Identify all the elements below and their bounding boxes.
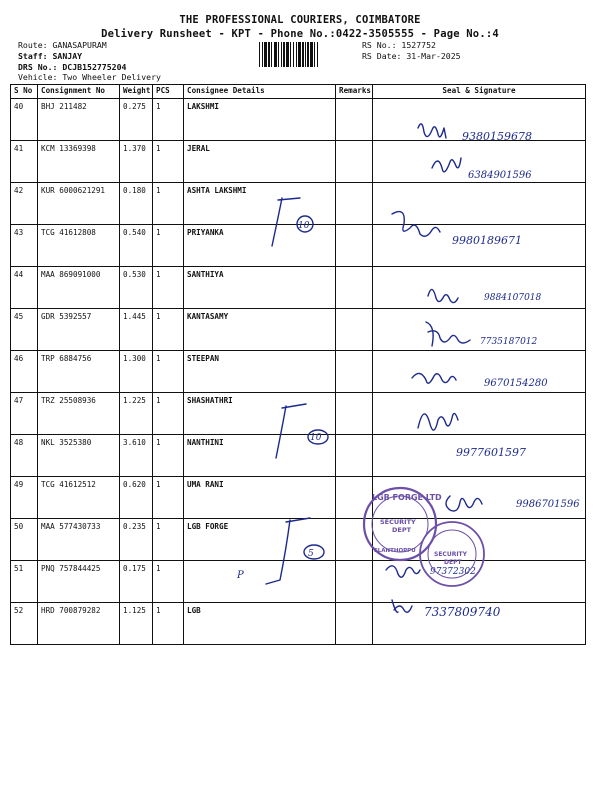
qty-mark-3-value: 5 [308, 549, 314, 559]
cell-weight: 3.610 [120, 435, 153, 477]
phone-46: 7735187012 [480, 337, 538, 347]
col-weight: Weight [120, 85, 153, 99]
cell-remarks [336, 141, 373, 183]
barcode-bar [271, 42, 272, 67]
cell-seal [373, 603, 586, 645]
stamp2-center-1: SECURITY [434, 551, 467, 558]
stamp2-center-2: DEPT [444, 559, 462, 566]
table-row [11, 435, 586, 477]
cell-consignee: LGB [184, 603, 336, 645]
phone-47: 9670154280 [484, 378, 548, 389]
cell-consignment: HRD 700879282 [38, 603, 120, 645]
cell-consignment: MAA 577430733 [38, 519, 120, 561]
meta-left [18, 40, 126, 73]
cell-pcs: 1 [153, 141, 184, 183]
cell-sno: 43 [11, 225, 38, 267]
cell-consignee: LGB FORGE [184, 519, 336, 561]
barcode-bar [264, 42, 267, 67]
cell-consignee: STEEPAN [184, 351, 336, 393]
cell-consignee: KANTASAMY [184, 309, 336, 351]
cell-sno: 49 [11, 477, 38, 519]
cell-consignee: ASHTA LAKSHMI [184, 183, 336, 225]
cell-weight: 0.180 [120, 183, 153, 225]
barcode-bar [286, 42, 289, 67]
cell-remarks [336, 477, 373, 519]
cell-seal [373, 477, 586, 519]
cell-seal [373, 99, 586, 141]
runsheet-subtitle: Delivery Runsheet - KPT - Phone No.:0422-3505555 - Page No.:4 [101, 28, 499, 40]
qty-mark-2-value: 10 [310, 433, 322, 443]
cell-pcs: 1 [153, 603, 184, 645]
col-consignment: Consignment No [38, 85, 120, 99]
cell-consignee: PRIYANKA [184, 225, 336, 267]
cell-remarks [336, 393, 373, 435]
cell-pcs: 1 [153, 477, 184, 519]
vehicle: Vehicle: Two Wheeler Delivery [18, 72, 161, 82]
cell-remarks [336, 225, 373, 267]
cell-seal [373, 561, 586, 603]
cell-weight: 1.445 [120, 309, 153, 351]
cell-weight: 1.300 [120, 351, 153, 393]
phone-43: 9980189671 [452, 234, 522, 247]
table-row [11, 183, 586, 225]
phone-50: 9986701596 [516, 499, 580, 510]
barcode-bar [290, 42, 291, 67]
cell-weight: 1.125 [120, 603, 153, 645]
cell-pcs: 1 [153, 183, 184, 225]
table-row [11, 519, 586, 561]
cell-seal [373, 225, 586, 267]
stamp-center-1: SECURITY [380, 518, 416, 526]
phone-40: 9380159678 [462, 130, 532, 143]
cell-remarks [336, 99, 373, 141]
cell-sno: 42 [11, 183, 38, 225]
cell-weight: 1.225 [120, 393, 153, 435]
cell-seal [373, 435, 586, 477]
cell-consignment: TCG 41612512 [38, 477, 120, 519]
barcode-bar [296, 42, 297, 67]
table-row [11, 141, 586, 183]
cell-remarks [336, 435, 373, 477]
cell-remarks [336, 267, 373, 309]
cell-pcs: 1 [153, 393, 184, 435]
table-row [11, 99, 586, 141]
cell-consignee: UMA RANI [184, 477, 336, 519]
cell-remarks [336, 519, 373, 561]
table-row [11, 561, 586, 603]
cell-weight: 0.175 [120, 561, 153, 603]
cell-remarks [336, 603, 373, 645]
cell-sno: 44 [11, 267, 38, 309]
barcode-bar [259, 42, 260, 67]
cell-weight: 0.540 [120, 225, 153, 267]
cell-sno: 40 [11, 99, 38, 141]
drs-number: DRS No.: DCJB152775204 [18, 62, 127, 72]
cell-remarks [336, 351, 373, 393]
barcode-bar [278, 42, 279, 67]
barcode-bar [307, 42, 309, 67]
cell-pcs: 1 [153, 99, 184, 141]
cell-consignment: TRP 6884756 [38, 351, 120, 393]
col-pcs: PCS [153, 85, 184, 99]
cell-seal [373, 393, 586, 435]
cell-consignment: BHJ 211482 [38, 99, 120, 141]
barcode-bar [302, 42, 304, 67]
rs-number: RS No.: 1527752 [362, 40, 436, 50]
cell-weight: 0.275 [120, 99, 153, 141]
phone-48: 9977601597 [456, 446, 526, 459]
table-row [11, 225, 586, 267]
barcode-bar [283, 42, 285, 67]
cell-consignment: KCM 13369398 [38, 141, 120, 183]
cell-consignment: TRZ 25508936 [38, 393, 120, 435]
cell-sno: 41 [11, 141, 38, 183]
cell-weight: 0.620 [120, 477, 153, 519]
table-row [11, 603, 586, 645]
col-consignee: Consignee Details [184, 85, 336, 99]
cell-sno: 51 [11, 561, 38, 603]
qty-mark-1-value: 10 [298, 221, 310, 231]
stamp-base: ELANTHOPPU [374, 548, 416, 554]
table-row [11, 267, 586, 309]
cell-sno: 45 [11, 309, 38, 351]
cell-sno: 47 [11, 393, 38, 435]
table-header-row [11, 85, 586, 99]
cell-consignee: NANTHINI [184, 435, 336, 477]
table-row [11, 477, 586, 519]
cell-pcs: 1 [153, 519, 184, 561]
stamp-ring: LGB FORGE LTD [372, 493, 442, 502]
cell-consignee: SHASHATHRI [184, 393, 336, 435]
cell-consignment: GDR 5392557 [38, 309, 120, 351]
cell-pcs: 1 [153, 435, 184, 477]
cell-pcs: 1 [153, 561, 184, 603]
stamp-center-2: DEPT [392, 526, 412, 534]
cell-weight: 1.370 [120, 141, 153, 183]
barcode-bar [305, 42, 306, 67]
cell-consignee: LAKSHMI [184, 99, 336, 141]
barcode-bar [262, 42, 263, 67]
barcode-bar [293, 42, 294, 67]
cell-pcs: 1 [153, 309, 184, 351]
cell-seal [373, 267, 586, 309]
cell-weight: 0.235 [120, 519, 153, 561]
col-seal-signature: Seal & Signature [373, 85, 586, 99]
barcode-bar [298, 42, 301, 67]
cell-seal [373, 141, 586, 183]
barcode-bar [314, 42, 315, 67]
table-row [11, 309, 586, 351]
phone-45: 9884107018 [484, 293, 542, 303]
cell-consignee: JERAL [184, 141, 336, 183]
p-mark: P [237, 570, 244, 581]
cell-weight: 0.530 [120, 267, 153, 309]
cell-seal [373, 309, 586, 351]
cell-consignment: KUR 6000621291 [38, 183, 120, 225]
meta-right [362, 40, 461, 62]
cell-remarks [336, 183, 373, 225]
cell-pcs: 1 [153, 267, 184, 309]
cell-consignment: TCG 41612808 [38, 225, 120, 267]
col-remarks: Remarks [336, 85, 373, 99]
barcode [258, 42, 350, 67]
cell-sno: 48 [11, 435, 38, 477]
barcode-bar [268, 42, 270, 67]
barcode-bar [274, 42, 277, 67]
barcode-bar [281, 42, 282, 67]
phone-52: 7337809740 [424, 605, 501, 619]
cell-pcs: 1 [153, 351, 184, 393]
runsheet-table [10, 84, 586, 645]
route: Route: GANASAPURAM [18, 40, 107, 50]
cell-sno: 50 [11, 519, 38, 561]
cell-consignee [184, 561, 336, 603]
barcode-bar [310, 42, 313, 67]
cell-pcs: 1 [153, 225, 184, 267]
cell-consignee: SANTHIYA [184, 267, 336, 309]
cell-consignment: PNQ 757844425 [38, 561, 120, 603]
col-sno: S No [11, 85, 38, 99]
cell-seal [373, 183, 586, 225]
cell-seal [373, 519, 586, 561]
cell-sno: 46 [11, 351, 38, 393]
cell-remarks [336, 561, 373, 603]
phone-51: 97372302 [430, 567, 476, 577]
staff: Staff: SANJAY [18, 51, 83, 61]
cell-sno: 52 [11, 603, 38, 645]
barcode-bar [317, 42, 318, 67]
cell-consignment: NKL 3525380 [38, 435, 120, 477]
company-title: THE PROFESSIONAL COURIERS, COIMBATORE [179, 14, 421, 26]
phone-41: 6384901596 [468, 170, 532, 181]
cell-consignment: MAA 869091000 [38, 267, 120, 309]
cell-seal [373, 351, 586, 393]
table-row [11, 351, 586, 393]
cell-remarks [336, 309, 373, 351]
rs-date: RS Date: 31-Mar-2025 [362, 51, 461, 61]
table-row [11, 393, 586, 435]
